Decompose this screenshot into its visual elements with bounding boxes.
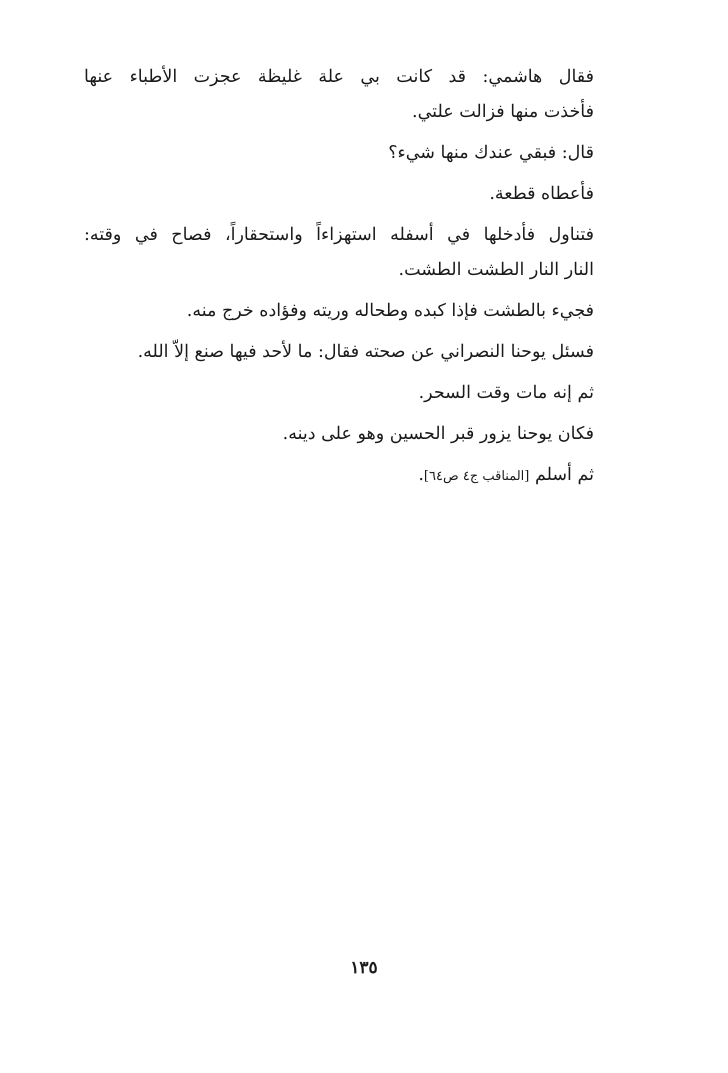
paragraph-death xyxy=(84,376,594,411)
paragraph-yohanna-asked xyxy=(84,335,594,370)
text-line: فأخذت منها فزالت علتي. xyxy=(412,102,594,122)
sentence-end: . xyxy=(418,465,424,485)
paragraph-basin xyxy=(84,294,594,329)
paragraph-question xyxy=(84,136,594,171)
text-line: ثم إنه مات وقت السحر. xyxy=(418,383,594,403)
text-line: فأعطاه قطعة. xyxy=(489,184,594,204)
paragraph-hashemi-statement xyxy=(84,60,594,130)
text-line xyxy=(84,458,594,493)
text-line: النار النار الطشت الطشت. xyxy=(398,260,594,280)
citation: [المناقب ج٤ ص٦٤] xyxy=(423,469,530,484)
conversion-text: ثم أسلم xyxy=(534,465,594,485)
text-line: فسئل يوحنا النصراني عن صحته فقال: ما لأحد فيها صنع إلاّ الله. xyxy=(137,342,594,362)
paragraph-mockery xyxy=(84,218,594,288)
main-text xyxy=(84,60,594,493)
paragraph-conversion xyxy=(84,458,594,493)
paragraph-visit xyxy=(84,417,594,452)
page-number: ١٣٥ xyxy=(350,958,378,978)
paragraph-gave-piece xyxy=(84,177,594,212)
text-line: فجيء بالطشت فإذا كبده وطحاله وريته وفؤاده خرج منه. xyxy=(186,301,594,321)
text-line: فتناول فأدخلها في أسفله استهزاءاً واستحقاراً، فصاح في وقته: xyxy=(84,225,594,245)
text-line: فقال هاشمي: قد كانت بي علة غليظة عجزت الأطباء عنها xyxy=(84,67,594,87)
text-line: فكان يوحنا يزور قبر الحسين وهو على دينه. xyxy=(282,424,594,444)
text-line: قال: فبقي عندك منها شيء؟ xyxy=(388,143,594,163)
